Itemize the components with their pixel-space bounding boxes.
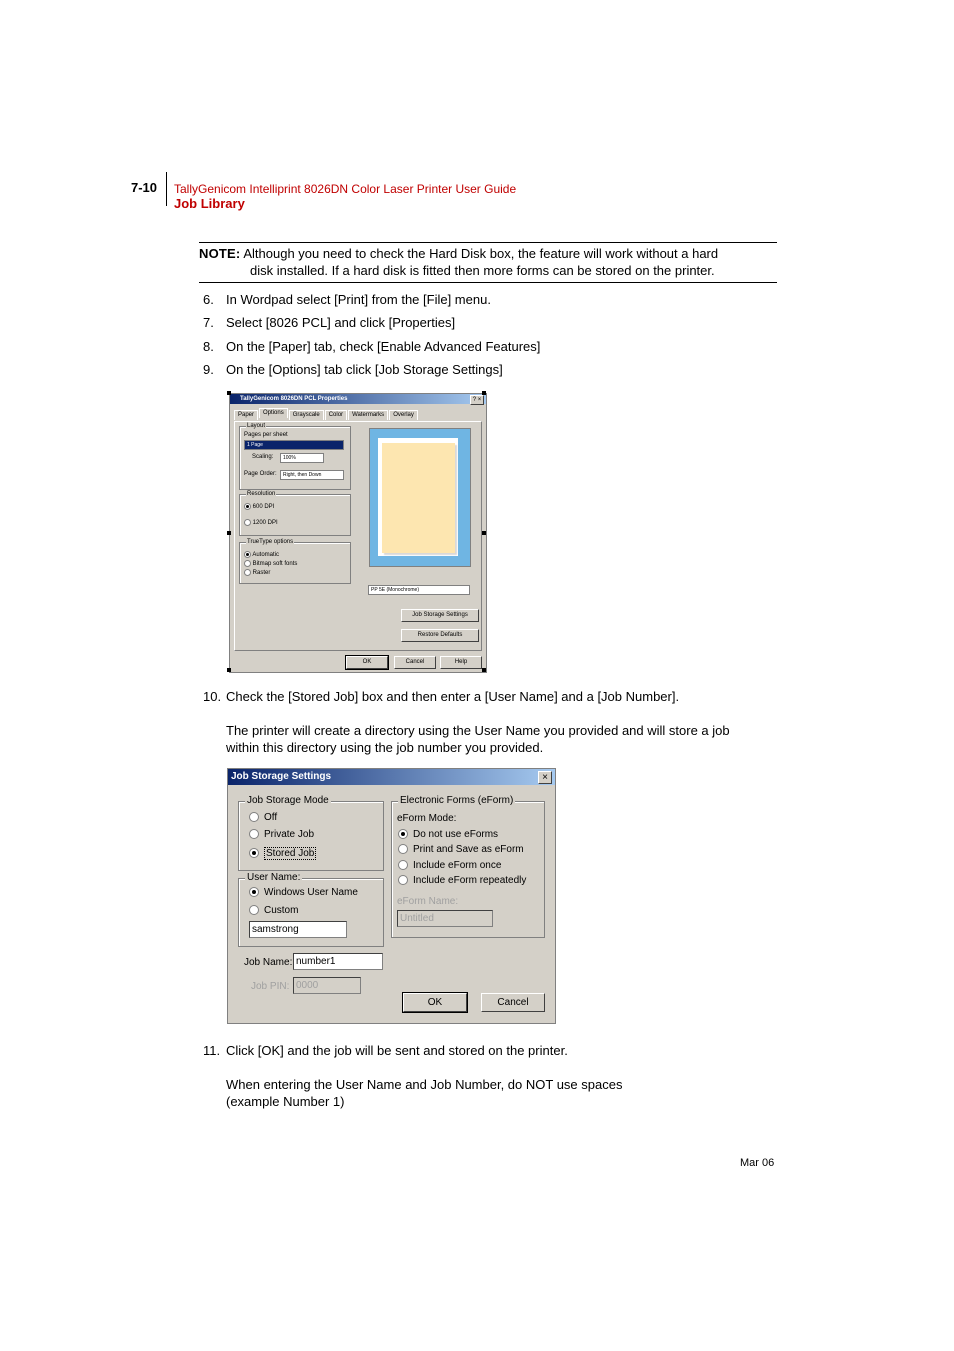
- mode-stored-option[interactable]: [249, 848, 316, 859]
- layout-group: [239, 423, 351, 490]
- step-number: 9.: [203, 362, 214, 377]
- radio-icon: [244, 569, 251, 576]
- tab-color[interactable]: Color: [325, 410, 347, 420]
- eform-opt1-label: Do not use eForms: [413, 829, 499, 840]
- res-1200-option[interactable]: [244, 519, 278, 526]
- step-number: 7.: [203, 315, 214, 330]
- restore-defaults-button[interactable]: Restore Defaults: [401, 629, 479, 642]
- selection-handle: [482, 668, 486, 672]
- tt-bitmap-label: Bitmap soft fonts: [252, 561, 298, 568]
- mode-stored-label: Stored Job: [266, 848, 315, 859]
- job-storage-settings-button[interactable]: Job Storage Settings: [401, 609, 479, 622]
- para-line: within this directory using the job number you provided.: [226, 740, 544, 755]
- step-text: On the [Paper] tab, check [Enable Advanced Features]: [226, 339, 541, 354]
- note-label: NOTE:: [199, 246, 241, 261]
- page-number: 7-10: [131, 180, 158, 195]
- pages-per-sheet-select[interactable]: 1 Page: [244, 440, 344, 450]
- eform-opt4-label: Include eForm repeatedly: [413, 875, 527, 886]
- note-box: [199, 242, 777, 283]
- eform-name-label: eForm Name:: [397, 896, 459, 907]
- step-10-explanation: [226, 722, 730, 756]
- page-order-label: Page Order:: [244, 471, 277, 477]
- step-9: [203, 362, 503, 377]
- preview-page: [382, 443, 455, 553]
- eform-opt1-option[interactable]: [398, 829, 498, 840]
- mode-private-label: Private Job: [264, 829, 315, 840]
- tt-bitmap-option[interactable]: [244, 560, 297, 567]
- eform-mode-label: eForm Mode:: [397, 813, 457, 824]
- radio-icon: [398, 860, 408, 870]
- step-text: Check the [Stored Job] box and then enter a [User Name] and a [Job Number].: [226, 689, 680, 704]
- step-text: Click [OK] and the job will be sent and stored on the printer.: [226, 1043, 568, 1058]
- radio-icon: [249, 905, 259, 915]
- printer-properties-dialog: [229, 393, 487, 673]
- eform-opt4-option[interactable]: [398, 875, 526, 886]
- user-name-label: User Name:: [247, 872, 301, 883]
- user-custom-label: Custom: [264, 905, 299, 916]
- tt-automatic-label: Automatic: [252, 552, 280, 559]
- tab-strip: [234, 410, 419, 420]
- eform-group: [391, 795, 545, 938]
- step-number: 6.: [203, 292, 214, 307]
- user-windows-option[interactable]: [249, 887, 358, 898]
- tab-paper[interactable]: Paper: [234, 410, 258, 420]
- section-title: Job Library: [174, 196, 245, 211]
- selection-handle: [227, 391, 231, 395]
- radio-icon: [244, 560, 251, 567]
- step-number: 11.: [203, 1043, 221, 1058]
- resolution-group: [239, 491, 351, 536]
- user-name-group: [238, 872, 384, 947]
- step-text: In Wordpad select [Print] from the [File] menu.: [226, 292, 491, 307]
- job-pin-label: Job PIN:: [251, 981, 290, 992]
- close-icon[interactable]: ×: [538, 771, 552, 784]
- step-text: Select [8026 PCL] and click [Properties]: [226, 315, 456, 330]
- note-line2: disk installed. If a hard disk is fitted then more forms can be stored on the printer.: [250, 263, 715, 278]
- step-number: 8.: [203, 339, 214, 354]
- cancel-button[interactable]: Cancel: [481, 993, 545, 1012]
- dialog-titlebar: TallyGenicom 8026DN PCL Properties: [230, 394, 486, 404]
- user-custom-option[interactable]: [249, 905, 298, 916]
- cancel-button[interactable]: Cancel: [394, 656, 436, 669]
- radio-icon: [244, 519, 251, 526]
- layout-group-label: Layout: [247, 423, 266, 429]
- tab-grayscale[interactable]: Grayscale: [289, 410, 324, 420]
- radio-icon: [249, 812, 259, 822]
- ok-button[interactable]: OK: [346, 656, 388, 669]
- page-order-select[interactable]: Right, then Down: [280, 470, 344, 480]
- document-title: TallyGenicom Intelliprint 8026DN Color Laser Printer User Guide: [174, 182, 517, 196]
- step-11: [203, 1043, 568, 1058]
- job-storage-mode-label: Job Storage Mode: [247, 795, 329, 806]
- tt-raster-label: Raster: [252, 570, 271, 577]
- eform-opt2-label: Print and Save as eForm: [413, 844, 524, 855]
- step-11-explanation: [226, 1076, 622, 1110]
- footer-date: Mar 06: [740, 1157, 775, 1169]
- pages-per-sheet-label: Pages per sheet: [244, 432, 288, 438]
- options-panel: [234, 421, 482, 651]
- radio-icon: [398, 844, 408, 854]
- tab-watermarks[interactable]: Watermarks: [348, 410, 388, 420]
- radio-selected-icon: [249, 848, 259, 858]
- radio-selected-icon: [249, 887, 259, 897]
- step-7: [203, 315, 455, 330]
- mode-off-label: Off: [264, 812, 278, 823]
- dialog-titlebar: Job Storage Settings: [228, 769, 555, 785]
- para-line: When entering the User Name and Job Number, do NOT use spaces: [226, 1077, 623, 1092]
- para-line: (example Number 1): [226, 1094, 345, 1109]
- job-pin-input[interactable]: 0000: [293, 977, 361, 994]
- selection-handle: [227, 531, 231, 535]
- radio-icon: [249, 829, 259, 839]
- job-storage-dialog: [227, 768, 556, 1024]
- selection-handle: [482, 391, 486, 395]
- selection-handle: [482, 531, 486, 535]
- truetype-group: [239, 539, 351, 584]
- radio-selected-icon: [244, 503, 251, 510]
- mode-off-option[interactable]: [249, 812, 277, 823]
- res-1200-label: 1200 DPI: [252, 520, 278, 527]
- page-preview: [369, 428, 471, 567]
- ok-button[interactable]: OK: [403, 993, 467, 1012]
- close-icon[interactable]: ? ×: [470, 395, 484, 405]
- job-name-input[interactable]: number1: [293, 953, 383, 970]
- eform-name-input[interactable]: Untitled: [397, 910, 493, 927]
- step-8: [203, 339, 540, 354]
- para-line: The printer will create a directory using the User Name you provided and will store a job: [226, 723, 730, 738]
- tt-automatic-option[interactable]: [244, 551, 279, 558]
- job-name-label: Job Name:: [244, 957, 293, 968]
- emulation-select[interactable]: PP 5E (Monochrome): [368, 585, 470, 595]
- radio-selected-icon: [398, 829, 408, 839]
- step-number: 10.: [203, 689, 222, 704]
- radio-icon: [398, 875, 408, 885]
- note-line1: Although you need to check the Hard Disk box, the feature will work without a hard: [243, 246, 719, 261]
- mode-private-option[interactable]: [249, 829, 314, 840]
- user-name-input[interactable]: samstrong: [249, 921, 347, 938]
- eform-group-label: Electronic Forms (eForm): [400, 795, 514, 806]
- res-600-option[interactable]: [244, 503, 274, 510]
- preview-sheet: [378, 438, 458, 556]
- step-text: On the [Options] tab click [Job Storage Settings]: [226, 362, 503, 377]
- step-6: [203, 292, 491, 307]
- eform-opt3-option[interactable]: [398, 860, 501, 871]
- eform-opt2-option[interactable]: [398, 844, 524, 855]
- eform-opt3-label: Include eForm once: [413, 860, 502, 871]
- scaling-label: Scaling:: [252, 454, 274, 460]
- radio-selected-icon: [244, 551, 251, 558]
- job-storage-mode-group: [238, 795, 384, 871]
- selection-handle: [227, 668, 231, 672]
- scaling-input[interactable]: 100%: [280, 453, 324, 463]
- truetype-group-label: TrueType options: [247, 539, 294, 545]
- header-divider: [166, 172, 167, 206]
- res-600-label: 600 DPI: [252, 504, 275, 511]
- user-windows-label: Windows User Name: [264, 887, 358, 898]
- tab-options[interactable]: Options: [259, 408, 288, 418]
- step-10: [203, 689, 679, 704]
- tt-raster-option[interactable]: [244, 569, 270, 576]
- help-button[interactable]: Help: [440, 656, 482, 669]
- resolution-group-label: Resolution: [247, 491, 276, 497]
- tab-overlay[interactable]: Overlay: [389, 410, 418, 420]
